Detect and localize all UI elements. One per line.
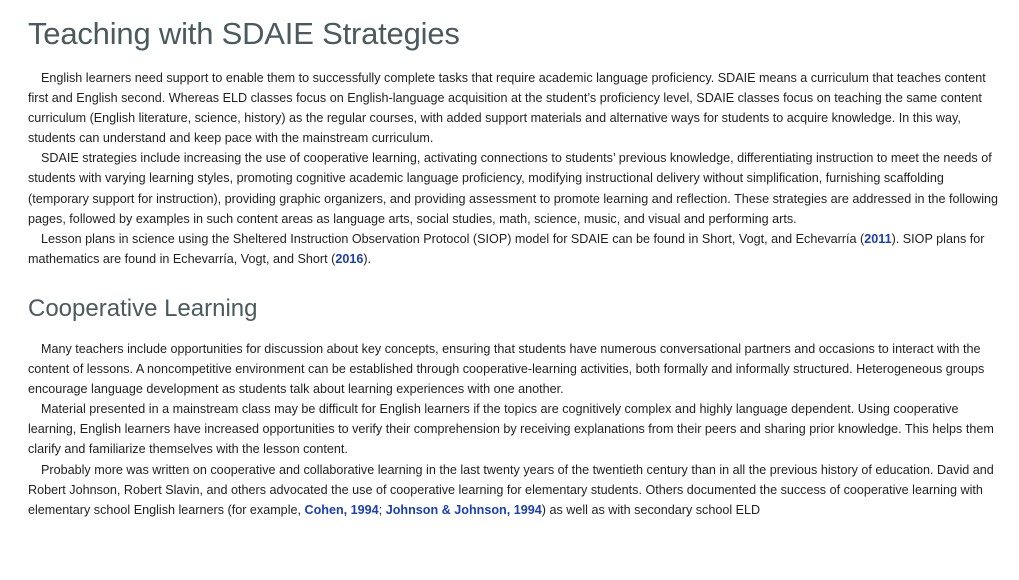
intro-paragraph-3-text-c: ). bbox=[363, 251, 372, 266]
cooperative-paragraph-2: Material presented in a mainstream class may be difficult for English learners if the topics are cognitively complex and highly language dependent. Using cooperative learning, English learners have increased opportunities to verify their comprehension by receiving explanations from their peers and sharing prior knowledge. This helps them clarify and familiarize themselves with the lesson content. bbox=[28, 402, 994, 457]
citation-link-2016[interactable]: 2016 bbox=[335, 251, 364, 266]
citation-link-johnson-1994[interactable]: Johnson & Johnson, 1994 bbox=[385, 502, 542, 517]
intro-paragraph-3-text-b: ). SIOP plans for mathematics are found in Echevarría, Vogt, and Short ( bbox=[28, 231, 985, 266]
section-heading-cooperative-learning: Cooperative Learning bbox=[28, 294, 258, 322]
intro-paragraph-2: SDAIE strategies include increasing the use of cooperative learning, activating connections to students’ previous knowledge, differentiating instruction to meet the needs of students with varying learning styles, promoting cognitive academic language proficiency, modifying instructional delivery without simplification, furnishing scaffolding (temporary support for instruction), providing graphic organizers, and providing assessment to promote learning and reflection. These strategies are addressed in the following pages, followed by examples in such content areas as language arts, social studies, math, science, music, and visual and performing arts. bbox=[28, 151, 999, 226]
citation-link-cohen-1994[interactable]: Cohen, 1994 bbox=[304, 502, 379, 517]
cooperative-paragraph-3-text-b: ) as well as with secondary school ELD bbox=[541, 502, 761, 517]
cooperative-paragraph-3 bbox=[28, 460, 1001, 520]
cooperative-learning-section bbox=[28, 339, 1001, 520]
cooperative-paragraph-3-text-a: Probably more was written on cooperative and collaborative learning in the last twenty years of the twentieth century than in all the previous history of education. David and Robert Johnson, Robert Slavin, and others advocated the use of cooperative learning for elementary students. Others documented the success of cooperative learning with elementary school English learners (for example, bbox=[28, 462, 994, 517]
cooperative-paragraph-1: Many teachers include opportunities for discussion about key concepts, ensuring that students have numerous conversational partners and occasions to interact with the content of lessons. A noncompetitive environment can be established through cooperative-learning activities, both formally and informally structured. Heterogeneous groups encourage language development as students talk about learning experiences with one another. bbox=[28, 341, 985, 397]
intro-paragraph-1: English learners need support to enable them to successfully complete tasks that require academic language proficiency. SDAIE means a curriculum that teaches content first and English second. Whereas ELD classes focus on English-language acquisition at the student’s proficiency level, SDAIE classes focus on teaching the same content curriculum (English literature, science, history) as the regular courses, with added support materials and alternative ways for students to acquire knowledge. In this way, students can understand and keep pace with the mainstream curriculum. bbox=[28, 71, 986, 146]
citation-separator: ; bbox=[378, 502, 386, 517]
intro-paragraph-3 bbox=[28, 229, 1001, 269]
citation-link-2011[interactable]: 2011 bbox=[864, 231, 892, 246]
page-title: Teaching with SDAIE Strategies bbox=[28, 16, 460, 51]
intro-paragraph-3-text-a: Lesson plans in science using the Sheltered Instruction Observation Protocol (SIOP) model for SDAIE can be found in Short, Vogt, and Echevarría ( bbox=[41, 231, 865, 246]
intro-section bbox=[28, 68, 1001, 269]
